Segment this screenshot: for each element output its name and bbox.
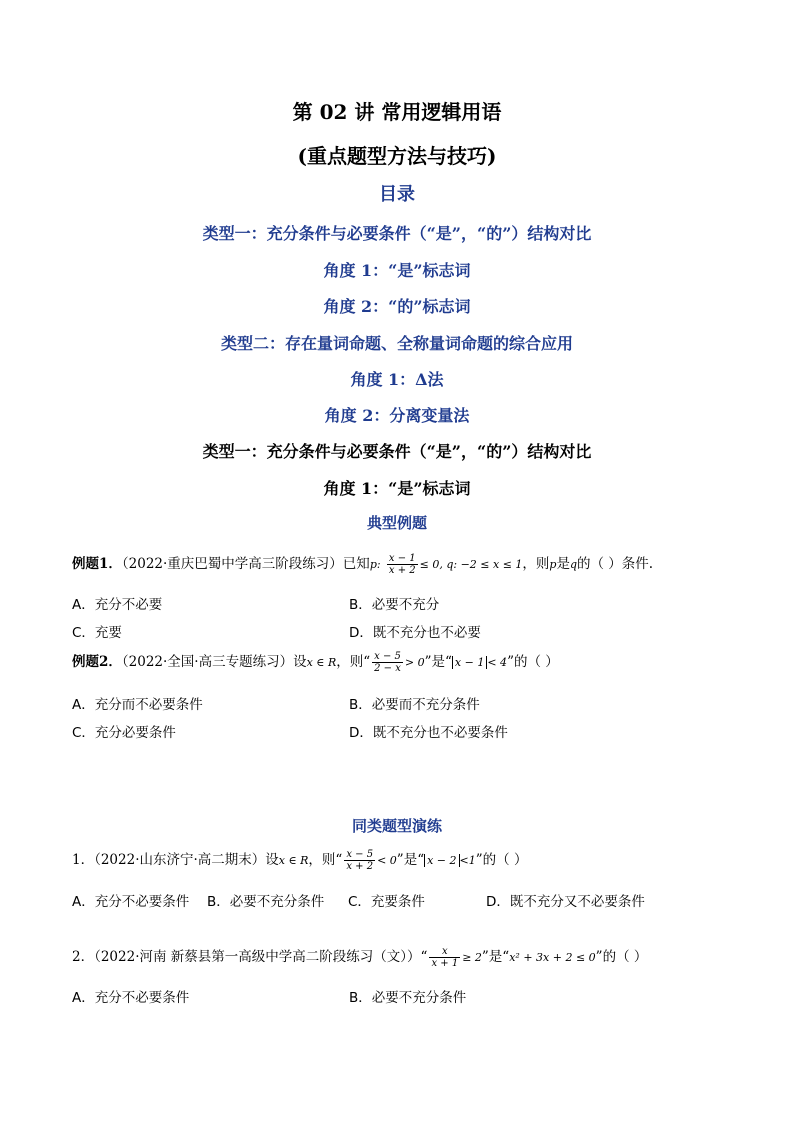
- option-d[interactable]: D．既不充分也不必要: [349, 625, 481, 641]
- option-c[interactable]: C．充要条件: [348, 894, 425, 910]
- fraction: $\frac{x - 1}{x + 2}$: [388, 553, 416, 576]
- practice-1-question: 1．（2022·山东济宁·高二期末）设x ∈ R，则“ $\frac{x - 5}{x + 2}$ < 0”是“ x − 2 <1”的（ ）: [72, 849, 528, 872]
- option-a[interactable]: A．充分不必要: [72, 597, 163, 613]
- fraction: $\frac{x - 5}{x + 2}$: [346, 849, 374, 872]
- angle-heading: 角度 1：“是”标志词: [323, 479, 471, 498]
- option-b[interactable]: B．必要而不充分条件: [349, 697, 480, 713]
- toc-item[interactable]: 角度 1：Δ法: [350, 370, 444, 389]
- option-b[interactable]: B．必要不充分条件: [349, 990, 467, 1006]
- example-label: 例题1．: [72, 556, 122, 572]
- option-c[interactable]: C．充分必要条件: [72, 725, 176, 741]
- example-1-question: 例题1．（2022·重庆巴蜀中学高三阶段练习）已知p: $\frac{x - 1}{x + 2}$ ≤ 0, q: −2 ≤ x ≤ 1，则p是q的（ ）条件.: [72, 553, 654, 576]
- lecture-subtitle: (重点题型方法与技巧): [297, 144, 497, 168]
- example-label: 例题2．: [72, 654, 122, 670]
- fraction: $\frac{x}{x + 1}$: [431, 946, 459, 969]
- option-b[interactable]: B．必要不充分: [349, 597, 440, 613]
- option-a[interactable]: A．充分不必要条件: [72, 990, 190, 1006]
- toc-item[interactable]: 类型一：充分条件与必要条件（“是”，“的”）结构对比: [202, 224, 592, 243]
- toc-item[interactable]: 角度 2：分离变量法: [324, 406, 470, 425]
- examples-heading: 典型例题: [366, 514, 427, 532]
- toc-item[interactable]: 类型二：存在量词命题、全称量词命题的综合应用: [220, 334, 573, 353]
- toc-heading: 目录: [379, 184, 415, 205]
- lecture-title: 第 02 讲 常用逻辑用语: [292, 100, 502, 124]
- option-a[interactable]: A．充分而不必要条件: [72, 697, 203, 713]
- option-c[interactable]: C．充要: [72, 625, 122, 641]
- practice-2-question: 2．（2022·河南 新蔡县第一高级中学高二阶段练习（文））“ $\frac{x}{x + 1}$ ≥ 2”是“x² + 3x + 2 ≤ 0”的（ ）: [72, 946, 648, 969]
- example-2-question: 例题2．（2022·全国·高三专题练习）设x ∈ R，则“ $\frac{x - 5}{2 - x}$ > 0”是“ x − 1 < 4”的（ ）: [72, 651, 559, 674]
- option-d[interactable]: D．既不充分又不必要条件: [486, 894, 645, 910]
- option-b[interactable]: B．必要不充分条件: [207, 894, 325, 910]
- option-a[interactable]: A．充分不必要条件: [72, 894, 190, 910]
- absolute-value: x − 2: [424, 854, 459, 867]
- option-d[interactable]: D．既不充分也不必要条件: [349, 725, 508, 741]
- fraction: $\frac{x - 5}{2 - x}$: [374, 651, 401, 674]
- absolute-value: x − 1: [452, 656, 487, 669]
- type-heading: 类型一：充分条件与必要条件（“是”，“的”）结构对比: [202, 442, 592, 461]
- toc-item[interactable]: 角度 2：“的”标志词: [323, 297, 471, 316]
- toc-item[interactable]: 角度 1：“是”标志词: [323, 261, 471, 280]
- practice-heading: 同类题型演练: [351, 817, 442, 835]
